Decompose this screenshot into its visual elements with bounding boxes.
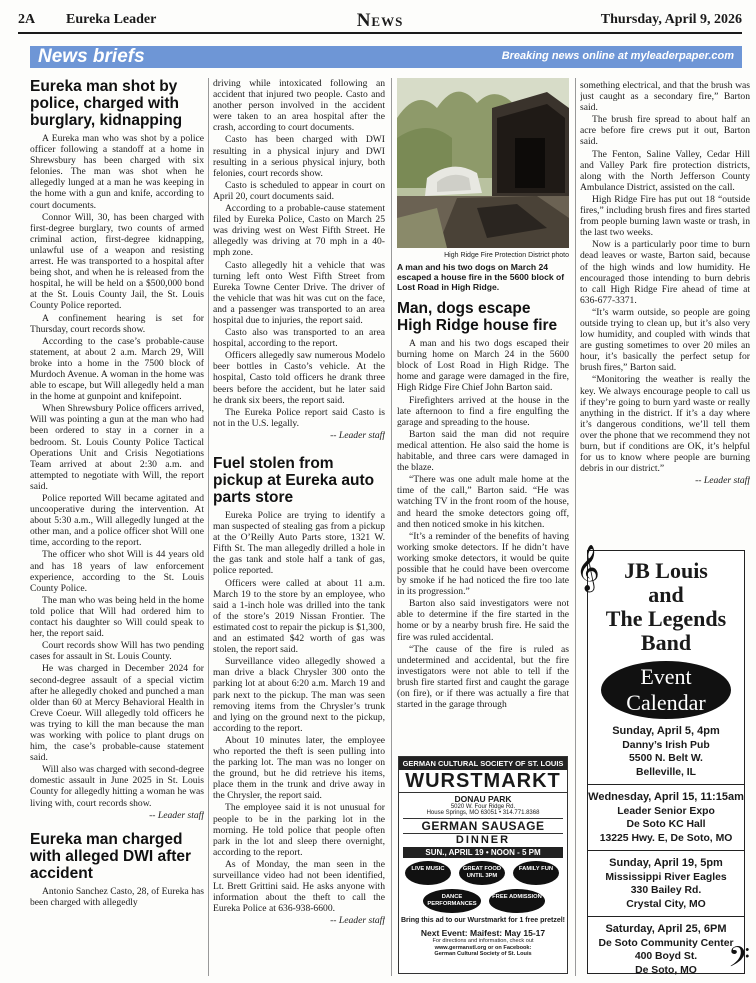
story-paragraph: The man who was being held in the home told police that Will had ordered him to contact his daughter so Will could speak to her, the report said. xyxy=(30,594,204,640)
badge-line: Calendar xyxy=(626,690,706,715)
calendar-event xyxy=(588,850,744,916)
band-line: The Legends xyxy=(605,606,727,631)
ad-sausage: GERMAN SAUSAGE xyxy=(403,818,563,834)
calendar-event xyxy=(588,916,744,982)
story-headline: Man, dogs escape High Ridge house fire xyxy=(397,300,558,335)
paper-name: Eureka Leader xyxy=(66,12,157,27)
news-briefs-title: News briefs xyxy=(38,46,145,67)
story-headline: Eureka man shot by police, charged with burglary, kidnapping xyxy=(30,78,183,129)
house-fire-image xyxy=(397,78,569,248)
story-paragraph: something electrical, and that the brush was just caught as a secondary fire,” Barton said. xyxy=(580,80,750,114)
story-paragraph: Court records show Will has two pending cases for assault in St. Louis County. xyxy=(30,640,204,663)
story-paragraph: About 10 minutes later, the employee who reported the theft is seen pulling into the parking lot. The man was no longer on the ground, but he did retrieve his items, place them in the trunk and drive away in the Chrysler, the report said. xyxy=(213,734,385,802)
ad-event-name: WURSTMARKT xyxy=(399,770,567,793)
event-calendar-ad xyxy=(576,545,750,981)
byline: -- Leader staff xyxy=(695,475,750,487)
story-paragraph: Casto allegedly hit a vehicle that was turning left onto West Fifth Street from Eureka Towne Center Drive. The driver of the vehicle that was hit was cut on the face, and a passenger was transported to an area hospital due to injuries, the report said. xyxy=(213,259,385,326)
story-paragraph: According to the case’s probable-cause statement, at about 2 a.m. March 29, Will broke into a home in the 7500 block of Murdoch Avenue. A woman in the home was able to escape, but Will allegedly held a man in the home at gunpoint and knifepoint. xyxy=(30,335,204,403)
event-calendar-badge xyxy=(601,661,731,719)
story-paragraph: Surveillance video allegedly showed a man drive a black Chrysler 300 onto the parking lot at about 6:20 a.m. March 19 and park next to the pickup. The man was seen removing items from the Chrysler’s trunk and lying on the ground next to the pickup, according to the report. xyxy=(213,656,385,734)
story-paragraph: Barton said the man did not require medical attention. He also said the home is habitable, and three cars were damaged in the blaze. xyxy=(397,428,569,474)
story-paragraph: The employee said it is not unusual for people to be in the parking lot in the morning. He told police that people often park in the lot and sleep there overnight, according to the report. xyxy=(213,802,385,858)
story-paragraph: “Monitoring the weather is really the key. We always encourage people to call us if they’re going to burn yard waste or really anything in the district. If it’s a day where it’s dangerous conditions, we’ll tell them over the phone that we recommend they not burn, but if conditions are OK, it’s helpful for us to know where people are burning debris in our district.” xyxy=(580,374,750,475)
event-address: De Soto KC Hall xyxy=(626,819,706,830)
story-paragraph: Firefighters arrived at the house in the late afternoon to find a fire engulfing the garage and spreading to the house. xyxy=(397,394,569,428)
story-paragraph: Casto is scheduled to appear in court on April 20, court documents said. xyxy=(213,179,385,202)
story-paragraph: The officer who shot Will is 44 years old and has 18 years of law enforcement experience, according to the St. Louis County Police. xyxy=(30,549,204,594)
wurstmarkt-ad xyxy=(398,756,568,974)
story-paragraph: “The cause of the fire is ruled as undetermined and accidental, but the fire investigators were not able to tell if the brush fire started first and caught the garage (on fire), or if there was actually a fire that started in the garage through xyxy=(397,643,569,711)
story-paragraph: The brush fire spread to about half an acre before fire crews put it out, Barton said. xyxy=(580,114,750,148)
ad-bring-offer: Bring this ad to our Wurstmarkt for 1 free pretzel! xyxy=(400,917,565,924)
story-paragraph: When Shrewsbury Police officers arrived, Will was pointing a gun at the man who had been ordered to stay in a corner in a bedroom. St. Louis County Police Tactical Operations Unit and Crisis Negotiations Team arrived at about 2:30 a.m. and attempted to negotiate with Will, the report said. xyxy=(30,403,204,492)
masthead xyxy=(18,10,742,34)
story-body xyxy=(30,133,204,809)
story-paragraph: Eureka Police are trying to identify a man suspected of stealing gas from a pickup at the O’Reilly Auto Parts store, 1321 W. Fifth St. The man allegedly drilled a hole in the gas tank and stole half a tank of gas, police reported. xyxy=(213,510,385,577)
page-number: 2A xyxy=(18,12,36,27)
story-paragraph: High Ridge Fire has put out 18 “outside fires,” including brush fires and fires started from people burning lawn waste or trash, in the last two weeks. xyxy=(580,193,750,239)
calendar-event xyxy=(588,719,744,784)
band-line: Band xyxy=(640,630,692,655)
ad-address-2: House Springs, MO 63051 • 314.771.8368 xyxy=(426,810,540,816)
story-paragraph: He was charged in December 2024 for second-degree assault of a special victim after he allegedly choked and punched a man older than 60 at Mercy Behavioral Health in Creve Coeur. Will allegedly told officers he was trying to kill the man because the man was working with police to plant drugs on him, the case’s probable-cause statement said. xyxy=(30,663,204,764)
event-date: Sunday, April 5, 4pm xyxy=(612,725,720,737)
event-date: Sunday, April 19, 5pm xyxy=(609,857,723,869)
photo-credit: High Ridge Fire Protection District photo xyxy=(444,252,569,259)
column-rule xyxy=(391,78,392,976)
story-paragraph: The Fenton, Saline Valley, Cedar Hill and Valley Park fire protection districts, along with the North Jefferson County Ambulance District, assisted on the call. xyxy=(580,148,750,193)
story-paragraph: Connor Will, 30, has been charged with first-degree burglary, two counts of armed criminal action, first-degree kidnapping, unlawful use of a weapon and resisting arrest. He was transported to a hospital after being shot, and when he is released from the hospital, he will be held on a $500,000 bond at the St. Louis County Jail, the St. Louis County Police reported. xyxy=(30,211,204,312)
ad-info-1: For directions and information, check out xyxy=(432,938,534,944)
byline: -- Leader staff xyxy=(330,429,385,441)
story-paragraph: “It’s a reminder of the benefits of having working smoke detectors. If he didn’t have working smoke detectors, it would be quite possible that he could have been overcome by smoke if he had noticed the fire too late in its progression.” xyxy=(397,530,569,598)
ad-badges xyxy=(399,859,567,917)
ad-society: GERMAN CULTURAL SOCIETY OF ST. LOUIS xyxy=(399,757,567,770)
story-paragraph: Antonio Sanchez Casto, 28, of Eureka has been charged with allegedly xyxy=(30,885,204,908)
ad-info-2[interactable]: www.germanstl.org or on Facebook: xyxy=(434,944,532,951)
event-venue: Leader Senior Expo xyxy=(617,805,715,817)
band-line: JB Louis xyxy=(624,558,708,583)
event-city: De Soto, MO xyxy=(635,964,697,976)
event-city: Belleville, IL xyxy=(635,766,697,778)
ad-badge: FREE ADMISSION xyxy=(489,889,545,913)
ad-venue: DONAU PARK xyxy=(454,794,512,804)
story-paragraph: driving while intoxicated following an accident that injured two people. Casto and another person involved in the accident were taken to an area hospital after the crash, according to court documents. xyxy=(213,78,385,134)
story-paragraph: As of Monday, the man seen in the surveillance video had not been identified, Lt. Brett Grittini said. He asks anyone with information about the theft to call the Eureka Police at 636-938-6600. xyxy=(213,858,385,915)
badge-line: Event xyxy=(640,664,692,689)
column-rule xyxy=(575,78,576,976)
treble-clef-icon: 𝄞 xyxy=(576,545,600,591)
ad-badge: GREAT FOOD UNTIL 3PM xyxy=(459,861,505,885)
story-paragraph: Casto has been charged with DWI resulting in a physical injury and DWI resulting in a serious physical injury, both felonies, court records show. xyxy=(213,134,385,179)
story-paragraph: A confinement hearing is set for Thursday, court records show. xyxy=(30,312,204,335)
news-briefs-bar xyxy=(30,46,742,68)
section-title: News xyxy=(356,10,404,31)
story-paragraph: “There was one adult male home at the time of the call,” Barton said. “He was watching TV in the front room of the house, and heard the smoke detectors going off, and then noticed smoke in his kitchen. xyxy=(397,474,569,530)
ad-info-3: German Cultural Society of St. Louis xyxy=(434,951,532,958)
column-rule xyxy=(208,78,209,976)
event-address: 5500 N. Belt W. xyxy=(629,753,703,764)
house-fire-photo xyxy=(397,78,569,248)
ad-address: 5020 W. Four Ridge Rd. xyxy=(450,804,516,810)
column-2 xyxy=(213,78,385,976)
story-paragraph: Police reported Will became agitated and uncooperative during the intervention. At about 5:30 a.m., Will allegedly lunged at the other man, and a police officer shot Will one time, according to the report. xyxy=(30,493,204,549)
story-paragraph: The Eureka Police report said Casto is not in the U.S. legally. xyxy=(213,406,385,429)
event-date: Saturday, April 25, 6PM xyxy=(605,923,727,935)
event-venue: Danny’s Irish Pub xyxy=(622,739,710,751)
event-city: 13225 Hwy. E, De Soto, MO xyxy=(599,832,733,844)
event-address: 400 Boyd St. xyxy=(634,951,698,962)
story-paragraph: According to a probable-cause statement filed by Eureka Police, Casto on March 25 was driving west on West Fifth Street. He allegedly was driving at 70 mph in a 40-mph zone. xyxy=(213,203,385,259)
story-paragraph: Barton also said investigators were not able to determine if the fire started in the home or by a nearby brush fire. He said the fire was ruled accidental. xyxy=(397,598,569,643)
event-city: Crystal City, MO xyxy=(626,898,706,910)
ad-badge: LIVE MUSIC xyxy=(405,861,451,885)
story-paragraph: Will also was charged with second-degree domestic assault in June 2025 in St. Louis County for allegedly hitting a woman he was living with, court records show. xyxy=(30,764,204,809)
column-1 xyxy=(30,78,204,976)
ad-badge: FAMILY FUN xyxy=(513,861,559,885)
band-name xyxy=(588,559,744,655)
story-paragraph: Officers were called at about 11 a.m. March 19 to the store by an employee, who said a 1-inch hole was drilled into the tank of the store’s 2019 Nissan Frontier. The estimated cost to repair the pickup is $1,300, and an estimated $42 worth of gas was stolen, the report said. xyxy=(213,577,385,656)
story-paragraph: Now is a particularly poor time to burn dead leaves or waste, Barton said, because of the high winds and low humidity. He encouraged those intending to burn debris to call High Ridge Fire ahead of time at 636-677-3371. xyxy=(580,239,750,306)
story-headline: Fuel stolen from pickup at Eureka auto parts store xyxy=(213,455,375,506)
story-paragraph: Casto also was transported to an area hospital, according to the report. xyxy=(213,327,385,350)
story-paragraph: “It’s warm outside, so people are going outside trying to clean up, but it’s also very low humidity, and coupled with winds that are gusting sometimes to over 20 miles an hour, it’s basically the perfect setup for brush fires,” Barton said. xyxy=(580,306,750,374)
column-4 xyxy=(580,80,750,544)
ad-dinner: DINNER xyxy=(455,834,511,846)
story-paragraph: A man and his two dogs escaped their burning home on March 24 in the 5600 block of Lost Road in High Ridge. The home and garage were damaged in the fire, High Ridge Fire Chief John Barton said. xyxy=(397,338,569,394)
story-headline: Eureka man charged with alleged DWI after accident xyxy=(30,830,192,882)
ad-badge: DANCE PERFORMANCES xyxy=(423,889,481,913)
byline: -- Leader staff xyxy=(149,809,204,821)
ad-time: SUN., APRIL 19 • NOON - 5 PM xyxy=(403,847,563,858)
story-paragraph: A Eureka man who was shot by a police officer following a standoff at a home in Shrewsbury has been charged with six felonies. The man was shot when he allegedly lunged at a man he was keeping in the home with a gun and knife, according to court documents. xyxy=(30,133,204,211)
event-venue: De Soto Community Center xyxy=(598,937,734,949)
band-line: and xyxy=(648,582,684,607)
calendar-event xyxy=(588,784,744,850)
story-paragraph: Officers allegedly saw numerous Modelo beer bottles in Casto’s vehicle. At the hospital, Casto told officers he drank three beers before the accident, but he later said he drank six beers, the report said. xyxy=(213,350,385,406)
photo-caption: A man and his two dogs on March 24 escaped a house fire in the 5600 block of Lost Road in High Ridge. xyxy=(397,262,565,293)
bass-clef-icon: 𝄢 xyxy=(728,941,750,981)
breaking-news-link[interactable]: Breaking news online at myleaderpaper.com xyxy=(501,50,734,62)
event-venue: Mississippi River Eagles xyxy=(605,871,727,883)
ad-next-event: Next Event: Maifest: May 15-17 xyxy=(420,928,546,938)
event-date: Wednesday, April 15, 11:15am xyxy=(588,791,744,803)
byline: -- Leader staff xyxy=(330,915,385,927)
issue-date: Thursday, April 9, 2026 xyxy=(600,12,742,27)
event-address: 330 Bailey Rd. xyxy=(630,885,702,896)
